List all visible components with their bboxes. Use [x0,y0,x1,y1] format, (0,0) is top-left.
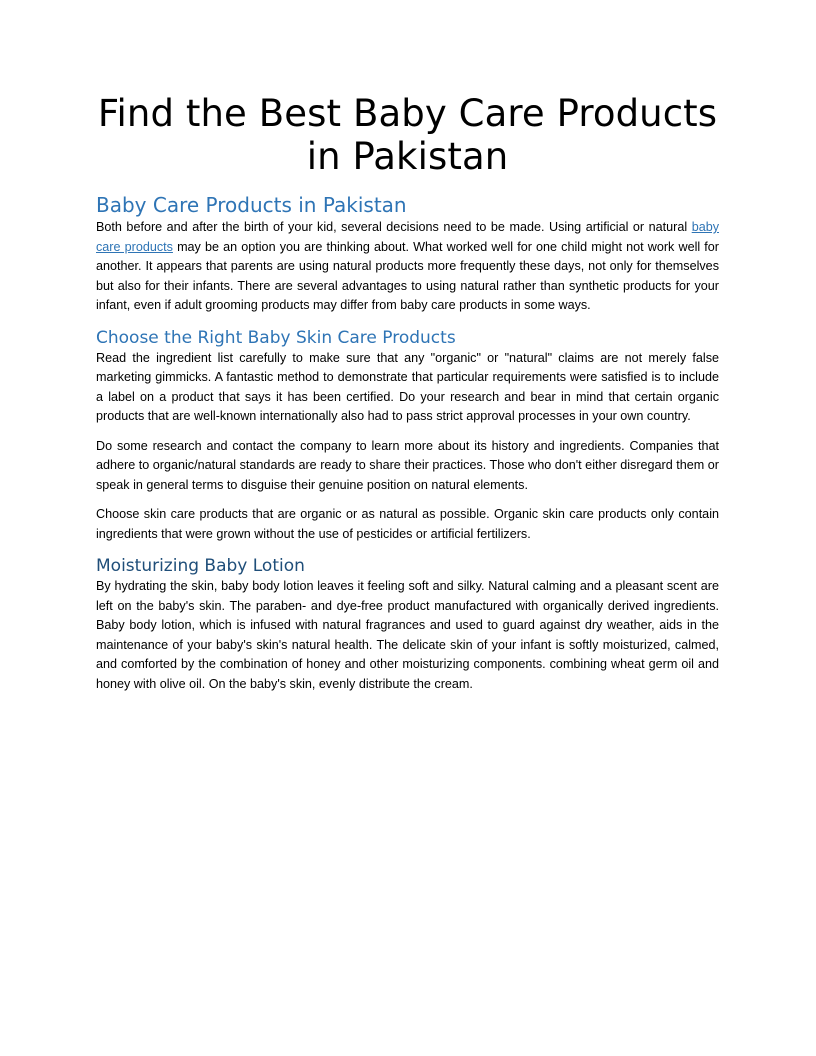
paragraph [96,218,719,316]
paragraph: By hydrating the skin, baby body lotion leaves it feeling soft and silky. Natural calming and a pleasant scent are left on the baby's skin. The paraben- and dye-free product manufactured with organically derived ingredients. Baby body lotion, which is infused with natural fragrances and used to guard against dry weather, aids in the maintenance of your baby's skin's natural health. The delicate skin of your infant is softly moisturized, calmed, and comforted by the combination of honey and other moisturizing components. combining wheat germ oil and honey with olive oil. On the baby's skin, evenly distribute the cream. [96,579,719,691]
section-heading: Moisturizing Baby Lotion [96,556,305,576]
section-choose-right-products [96,327,719,545]
document-page [96,92,719,705]
paragraph: Read the ingredient list carefully to make sure that any "organic" or "natural" claims are not merely false marketing gimmicks. A fantastic method to demonstrate that particular requirements were satisfied is to include a label on a product that says it has been certified. Do your research and bear in mind that certain organic products that are well-known internationally also had to pass strict approval processes in your own country. [96,350,719,423]
section-heading: Choose the Right Baby Skin Care Products [96,327,456,348]
paragraph: Do some research and contact the company to learn more about its history and ingredients. Companies that adhere to organic/natural standards are ready to share their practices. Those who don't either disregard them or speak in general terms to disguise their genuine position on natural elements. [96,438,719,492]
paragraph-text: may be an option you are thinking about. What worked well for one child might not work well for another. It appears that parents are using natural products more frequently these days, not only for themselves but also for their infants. There are several advantages to using natural rather than synthetic products for your infant, even if adult grooming products may differ from baby care products in some ways. [96,239,719,312]
baby-care-products-link[interactable]: baby care products [96,220,719,254]
page-title: Find the Best Baby Care Products in Pakistan [97,92,718,178]
section-moisturizing-lotion [96,555,719,694]
paragraph: Choose skin care products that are organic or as natural as possible. Organic skin care products only contain ingredients that were grown without the use of pesticides or artificial fertilizers. [96,507,719,541]
section-baby-care-products [96,192,719,316]
paragraph-text: Both before and after the birth of your kid, several decisions need to be made. Using artificial or natural [96,220,692,234]
section-heading: Baby Care Products in Pakistan [96,193,407,217]
